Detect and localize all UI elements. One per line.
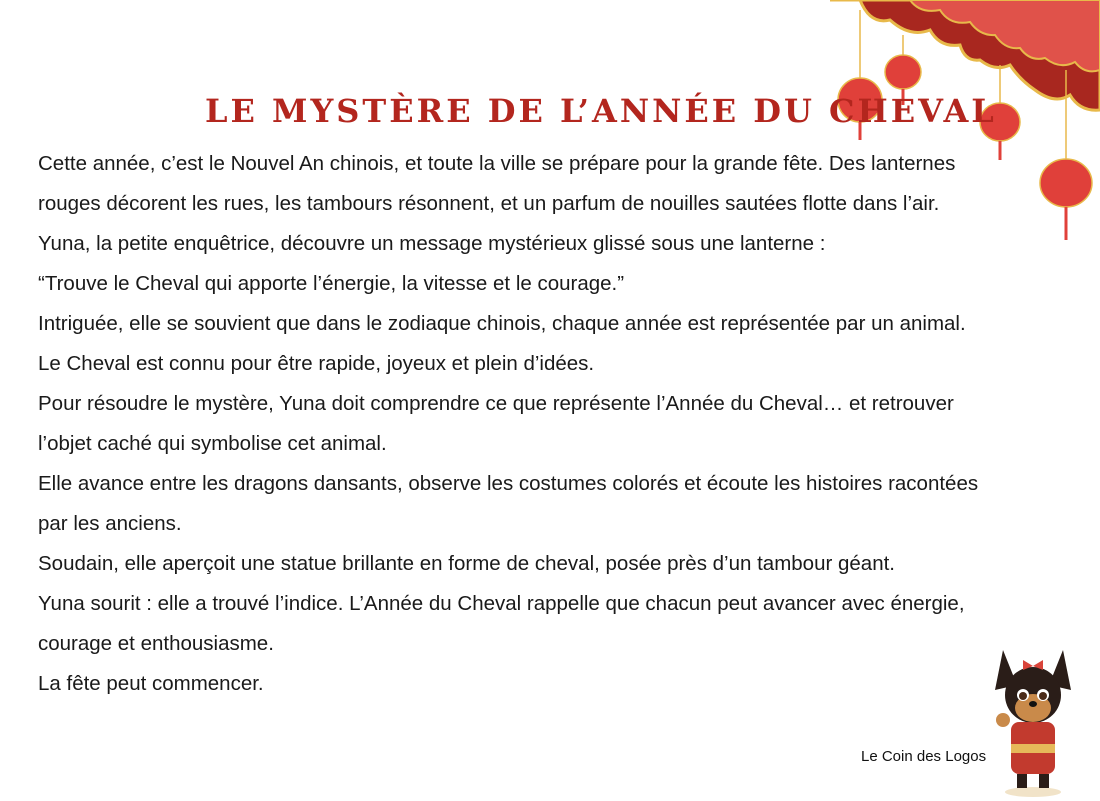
paragraph: Elle avance entre les dragons dansants, observe les costumes colorés et écoute les histoires racontées par les anciens. [38,472,979,535]
signature: Le Coin des Logos [861,748,987,765]
paragraph: “Trouve le Cheval qui apporte l’énergie, la vitesse et le courage.” [38,272,625,295]
paragraph: Yuna, la petite enquêtrice, découvre un message mystérieux glissé sous une lanterne : [38,232,826,255]
paragraph: Soudain, elle aperçoit une statue brillante en forme de cheval, posée près d’un tambour géant. [38,552,895,575]
paragraph: Pour résoudre le mystère, Yuna doit comprendre ce que représente l’Année du Cheval… et retrouver l’objet caché qui symbolise cet animal. [38,392,954,455]
dog-mascot-icon [985,640,1080,800]
paragraph: Intriguée, elle se souvient que dans le zodiaque chinois, chaque année est représentée par un animal. Le Cheval est connu pour être rapide, joyeux et plein d’idées. [38,312,966,375]
page-title: LE MYSTÈRE DE L’ANNÉE DU CHEVAL [205,92,997,130]
paragraph: Yuna sourit : elle a trouvé l’indice. L’Année du Cheval rappelle que chacun peut avancer avec énergie, courage et enthousiasme. [38,592,965,655]
paragraph: Cette année, c’est le Nouvel An chinois, et toute la ville se prépare pour la grande fête. Des lanternes rouges décorent les rues, les tambours résonnent, et un parfum de nouilles sautées flotte dans l’air. [38,152,956,215]
story-body [38,144,988,704]
paragraph: La fête peut commencer. [38,672,264,695]
